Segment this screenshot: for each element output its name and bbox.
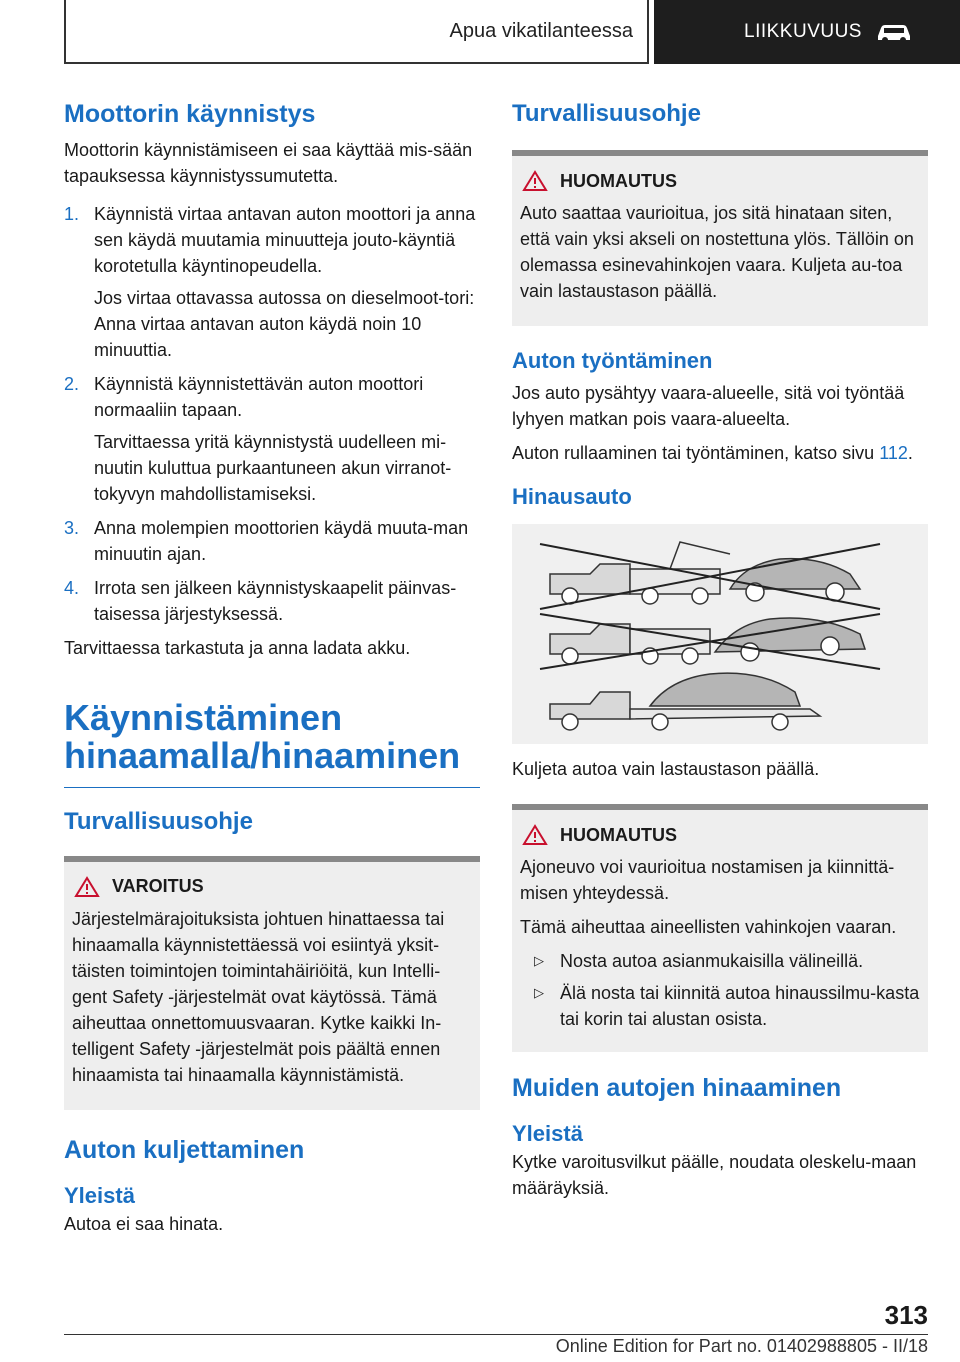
- triangle-bullet-icon: ▷: [534, 953, 544, 968]
- warning-icon: [522, 170, 548, 192]
- push-heading: Auton työntäminen: [512, 348, 713, 373]
- push-text-1: Jos auto pysähtyy vaara-alueelle, sitä voi työntää lyhyen matkan pois vaara-alueelta.: [512, 383, 905, 429]
- tow-truck-illustration-icon: [530, 534, 910, 734]
- page-number: 313: [884, 1300, 928, 1330]
- list-item: 2. Käynnistä käynnistettävän auton moottori normaaliin tapaan. Tarvittaessa yritä käynnistystä uudelleen mi-nuutin kuluttua purkaantuneen akun virranot-tokyvyn mahdollistamiseksi.: [64, 374, 452, 504]
- warning-box: [64, 856, 480, 1110]
- header-chapter-tab: [654, 0, 960, 64]
- notice-box-1: [512, 150, 928, 326]
- list-item: 3. Anna molempien moottorien käydä muuta-man minuutin ajan.: [64, 518, 469, 564]
- engine-start-heading: Moottorin käynnistys: [64, 100, 316, 128]
- warning-title: VAROITUS: [112, 876, 204, 897]
- notice-text: Auto saattaa vaurioitua, jos sitä hinataan siten, että vain yksi akseli on nostettuna ylös. Tällöin on olemassa esinevahinkojen vaara. Kuljeta au-toa vain lastaustason päällä.: [520, 203, 914, 301]
- engine-start-steps: [64, 201, 480, 627]
- safety-heading-right: Turvallisuusohje: [512, 100, 701, 127]
- warning-icon: [74, 876, 100, 898]
- notice-box-2: [512, 804, 928, 1052]
- transport-heading: Auton kuljettaminen: [64, 1135, 305, 1164]
- header-section-tab: [64, 0, 649, 64]
- left-column: [64, 100, 480, 1245]
- list-item: ▷ Älä nosta tai kiinnitä autoa hinaussilmu-kasta tai korin tai alustan osista.: [520, 980, 920, 1032]
- towing-heading: Käynnistäminen hinaamalla/hinaaminen: [64, 697, 461, 776]
- engine-start-intro: Moottorin käynnistämiseen ei saa käyttää mis-sään tapauksessa käynnistyssumutetta.: [64, 140, 473, 186]
- engine-start-closing: Tarvittaessa tarkastuta ja anna ladata akku.: [64, 638, 411, 658]
- tow-truck-illustration: [512, 524, 928, 744]
- tow-truck-caption: Kuljeta autoa vain lastaustason päällä.: [512, 759, 820, 779]
- list-item: ▷ Nosta autoa asianmukaisilla välineillä.: [520, 948, 920, 974]
- warning-text: Järjestelmärajoituksista johtuen hinattaessa tai hinaamalla käynnistettäessä voi esiintyä yksit-täisten toimintojen toimintahäiriöitä, kun Intelli-gent Safety -järjestelmät ovat käytössä. Tämä aiheuttaa onnettomuusvaaran. Kytke kaikki In-telligent Safety -järjestelmät pois päältä ennen hinaamista tai hinaamalla käynnistämistä.: [72, 908, 445, 1085]
- general-heading: Yleistä: [64, 1182, 135, 1208]
- safety-heading: Turvallisuusohje: [64, 807, 253, 835]
- car-icon: [874, 20, 914, 44]
- page-link[interactable]: 112: [879, 443, 908, 463]
- list-item: 1. Käynnistä virtaa antavan auton moottori ja anna sen käydä muutamia minuutteja jouto-käyntiä korotetulla käyntinopeudella. Jos virtaa ottavassa autossa on dieselmoot-tori: Anna virtaa antavan auton käydä noin 10 minuuttia.: [64, 204, 476, 360]
- notice-title: HUOMAUTUS: [560, 170, 677, 191]
- section-title: Apua vikatilanteessa: [449, 19, 633, 42]
- notice-text-1: Ajoneuvo voi vaurioitua nostamisen ja kiinnittä-misen yhteydessä.: [520, 857, 895, 903]
- warning-icon: [522, 824, 548, 846]
- push-text-2: Auton rullaaminen tai työntäminen, katso sivu 112.: [512, 443, 913, 463]
- right-column: [512, 100, 928, 1209]
- notice-bullets: [520, 948, 920, 1032]
- others-heading: Muiden autojen hinaaminen: [512, 1074, 842, 1102]
- chapter-title: LIIKKUVUUS: [744, 21, 862, 42]
- triangle-bullet-icon: ▷: [534, 985, 544, 1000]
- notice-text-2: Tämä aiheuttaa aineellisten vahinkojen vaaran.: [520, 917, 897, 937]
- others-text: Kytke varoitusvilkut päälle, noudata oleskelu-maan määräyksiä.: [512, 1152, 917, 1198]
- others-general-heading: Yleistä: [512, 1121, 583, 1146]
- general-text: Autoa ei saa hinata.: [64, 1213, 224, 1234]
- edition-text: Online Edition for Part no. 01402988805 - II/18: [555, 1336, 928, 1356]
- heading-divider: [64, 787, 480, 788]
- notice-title: HUOMAUTUS: [560, 824, 677, 845]
- tow-truck-heading: Hinausauto: [512, 484, 632, 509]
- footer-divider: [64, 1334, 928, 1335]
- list-item: 4. Irrota sen jälkeen käynnistyskaapelit päinvas-taisessa järjestyksessä.: [64, 578, 457, 624]
